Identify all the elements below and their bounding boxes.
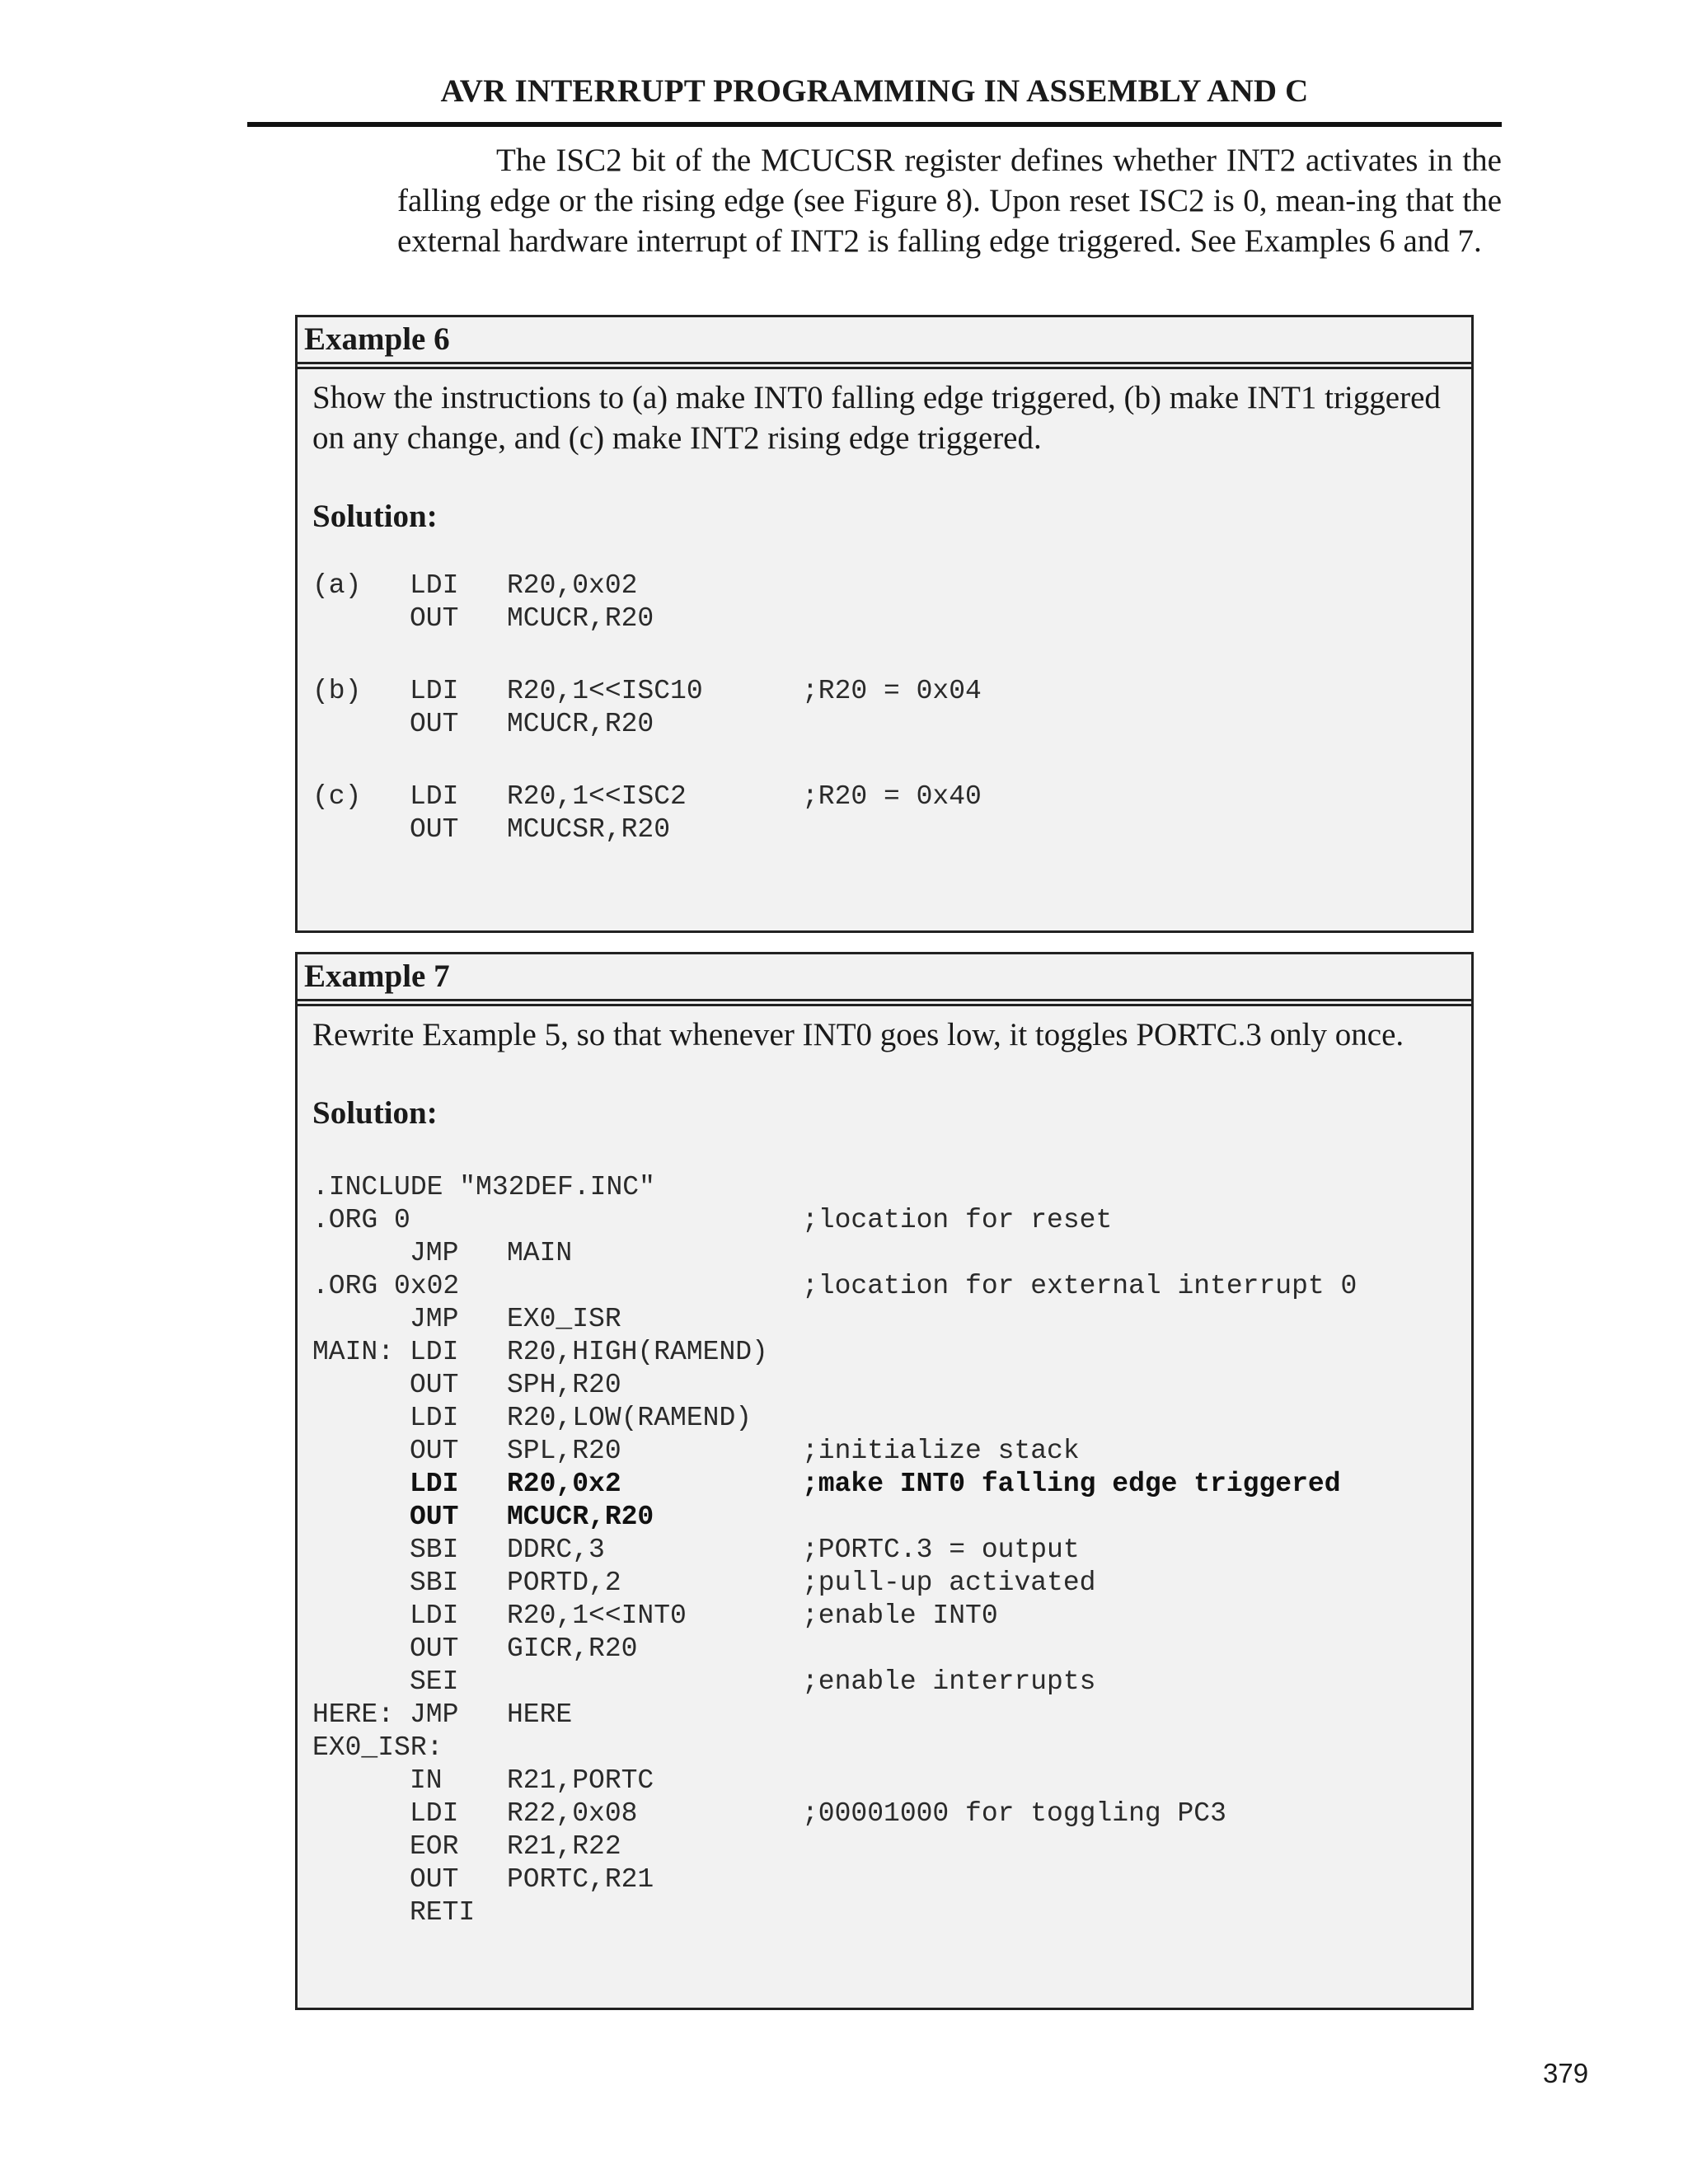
code-line xyxy=(312,1732,1456,1765)
code-operand: R21,PORTC xyxy=(507,1765,654,1796)
code-operand: R20,1<<ISC10 xyxy=(507,676,703,706)
code-opcode: EOR xyxy=(410,1831,459,1862)
code-opcode: SEI xyxy=(410,1666,459,1697)
example-7-prompt: Rewrite Example 5, so that whenever INT0 goes low, it toggles PORTC.3 only once. xyxy=(312,1017,1404,1052)
code-operand: DDRC,3 xyxy=(507,1535,605,1565)
code-line xyxy=(312,780,1456,813)
example-6-box xyxy=(295,315,1474,933)
code-line xyxy=(312,602,1456,635)
code-line xyxy=(312,675,1456,708)
code-opcode: LDI xyxy=(410,1469,459,1499)
code-line xyxy=(312,1765,1456,1797)
code-line xyxy=(312,1666,1456,1699)
code-line xyxy=(312,813,1456,846)
example-6-solution-label: Solution: xyxy=(312,499,438,534)
example-6-title: Example 6 xyxy=(298,317,1471,364)
code-line xyxy=(312,1699,1456,1732)
intro-paragraph: The ISC2 bit of the MCUCSR register defines whether INT2 activates in the falling edge or the rising edge (see Figure 8). Upon reset ISC2 is 0, mean-ing that the external hardware interrupt of INT2 is falling edge triggered. See Examples 6 and 7. xyxy=(397,143,1502,259)
code-operand: R20,1<<ISC2 xyxy=(507,781,687,812)
code-opcode: OUT xyxy=(410,603,459,634)
code-label xyxy=(312,813,410,846)
code-directive: EX0_ISR: xyxy=(312,1732,443,1763)
example-7-code xyxy=(312,1171,1456,1929)
code-line xyxy=(312,1633,1456,1666)
code-line xyxy=(312,1336,1456,1369)
code-directive: .ORG 0x02 xyxy=(312,1271,460,1301)
code-comment: ;R20 = 0x40 xyxy=(802,781,982,812)
code-operand: MCUCR,R20 xyxy=(507,709,654,739)
code-line xyxy=(312,1237,1456,1270)
code-operand xyxy=(507,1666,802,1699)
code-opcode: LDI xyxy=(410,570,459,601)
example-7-box xyxy=(295,952,1474,2010)
code-label xyxy=(312,1896,410,1929)
example-6-prompt: Show the instructions to (a) make INT0 falling edge triggered, (b) make INT1 triggered on any change, and (c) make INT2 rising edge triggered. xyxy=(312,380,1441,456)
code-operand: R20,HIGH(RAMEND) xyxy=(507,1337,768,1367)
code-label xyxy=(312,1863,410,1896)
code-line xyxy=(312,1468,1456,1501)
code-operand: SPL,R20 xyxy=(507,1436,621,1466)
code-opcode: OUT xyxy=(410,1370,459,1400)
code-opcode: OUT xyxy=(410,1633,459,1664)
code-operand xyxy=(507,1896,802,1929)
code-operand: SPH,R20 xyxy=(507,1370,621,1400)
code-line xyxy=(312,1896,1456,1929)
code-label xyxy=(312,1237,410,1270)
page-number: 379 xyxy=(1543,2058,1589,2088)
code-operand: HERE xyxy=(507,1699,573,1730)
example-7-title: Example 7 xyxy=(298,954,1471,1001)
running-header: AVR INTERRUPT PROGRAMMING IN ASSEMBLY AND C xyxy=(440,73,1309,109)
code-line xyxy=(312,1567,1456,1600)
code-comment: ;R20 = 0x04 xyxy=(802,676,982,706)
code-comment: ;00001000 for toggling PC3 xyxy=(802,1798,1226,1829)
code-label xyxy=(312,1402,410,1435)
code-operand: PORTC,R21 xyxy=(507,1864,654,1895)
code-label xyxy=(312,1534,410,1567)
example-6-code xyxy=(312,569,1456,846)
code-label xyxy=(312,1567,410,1600)
code-operand: EX0_ISR xyxy=(507,1304,621,1334)
code-opcode: OUT xyxy=(410,1502,459,1532)
code-opcode: LDI xyxy=(410,1337,459,1367)
code-opcode: OUT xyxy=(410,709,459,739)
code-operand: R20,1<<INT0 xyxy=(507,1601,687,1631)
code-opcode: LDI xyxy=(410,676,459,706)
code-opcode: JMP xyxy=(410,1238,459,1268)
code-label xyxy=(312,1468,410,1501)
code-label xyxy=(312,1435,410,1468)
code-label xyxy=(312,708,410,741)
code-label xyxy=(312,602,410,635)
code-operand: R20,0x2 xyxy=(507,1469,621,1499)
code-line xyxy=(312,1204,1456,1237)
code-opcode: SBI xyxy=(410,1568,459,1598)
code-line xyxy=(312,569,1456,602)
code-label xyxy=(312,1600,410,1633)
code-comment: ;initialize stack xyxy=(802,1436,1080,1466)
code-line xyxy=(312,1402,1456,1435)
code-line xyxy=(312,1303,1456,1336)
example-7-solution-label: Solution: xyxy=(312,1095,438,1131)
code-line xyxy=(312,1863,1456,1896)
code-opcode: OUT xyxy=(410,814,459,845)
code-label xyxy=(312,1501,410,1534)
code-label: MAIN: xyxy=(312,1337,395,1367)
code-label: (b) xyxy=(312,676,362,706)
code-line xyxy=(312,1171,1456,1204)
code-line xyxy=(312,1270,1456,1303)
code-comment: ;enable INT0 xyxy=(802,1601,998,1631)
code-operand: R21,R22 xyxy=(507,1831,621,1862)
code-operand: GICR,R20 xyxy=(507,1633,638,1664)
code-label xyxy=(312,1830,410,1863)
code-comment: ;pull-up activated xyxy=(802,1568,1096,1598)
code-operand: MCUCSR,R20 xyxy=(507,814,671,845)
code-label xyxy=(312,1633,410,1666)
code-opcode: LDI xyxy=(410,1798,459,1829)
code-label xyxy=(312,1765,410,1797)
code-label xyxy=(312,1369,410,1402)
code-opcode: LDI xyxy=(410,1403,459,1433)
code-label: (c) xyxy=(312,781,362,812)
code-comment: ;enable interrupts xyxy=(802,1666,1096,1697)
code-directive: .ORG 0 xyxy=(312,1205,410,1235)
code-opcode: JMP xyxy=(410,1699,459,1730)
code-directive: .INCLUDE "M32DEF.INC" xyxy=(312,1172,655,1202)
code-operand: R20,0x02 xyxy=(507,570,638,601)
header-rule xyxy=(247,122,1502,127)
code-comment: ;location for reset xyxy=(802,1205,1113,1235)
code-line xyxy=(312,1797,1456,1830)
code-opcode: JMP xyxy=(410,1304,459,1334)
code-opcode: RETI xyxy=(410,1897,476,1928)
code-operand: R22,0x08 xyxy=(507,1798,638,1829)
code-opcode: LDI xyxy=(410,781,459,812)
code-label xyxy=(312,1797,410,1830)
code-operand: R20,LOW(RAMEND) xyxy=(507,1403,753,1433)
code-label: HERE: xyxy=(312,1699,395,1730)
code-operand: MAIN xyxy=(507,1238,573,1268)
code-opcode: OUT xyxy=(410,1436,459,1466)
code-opcode: LDI xyxy=(410,1601,459,1631)
code-opcode: SBI xyxy=(410,1535,459,1565)
code-comment: ;PORTC.3 = output xyxy=(802,1535,1080,1565)
code-operand: MCUCR,R20 xyxy=(507,603,654,634)
code-comment: ;location for external interrupt 0 xyxy=(802,1271,1357,1301)
code-line xyxy=(312,1600,1456,1633)
code-label xyxy=(312,1303,410,1336)
code-operand: PORTD,2 xyxy=(507,1568,621,1598)
code-line xyxy=(312,1830,1456,1863)
code-label xyxy=(312,1666,410,1699)
code-comment: ;make INT0 falling edge triggered xyxy=(802,1469,1341,1499)
code-line xyxy=(312,708,1456,741)
code-opcode: IN xyxy=(410,1765,443,1796)
code-line xyxy=(312,1534,1456,1567)
code-label: (a) xyxy=(312,570,362,601)
code-line xyxy=(312,1501,1456,1534)
code-operand: MCUCR,R20 xyxy=(507,1502,654,1532)
code-opcode: OUT xyxy=(410,1864,459,1895)
code-line xyxy=(312,1435,1456,1468)
code-line xyxy=(312,1369,1456,1402)
